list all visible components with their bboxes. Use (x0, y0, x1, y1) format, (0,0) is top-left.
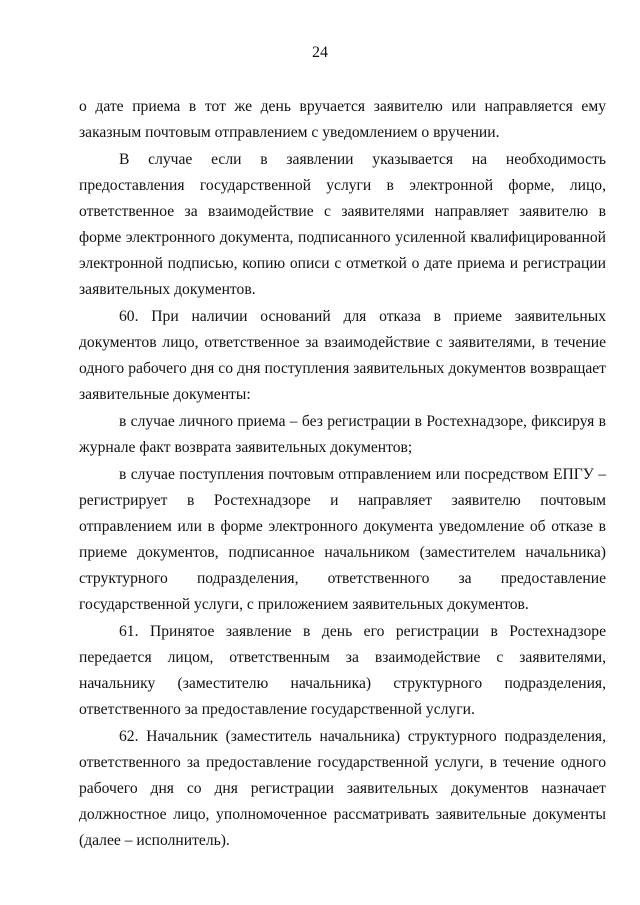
paragraph-continuation: о дате приема в тот же день вручается заявителю или направляется ему заказным почтовым отправлением с уведомлением о вручении. (79, 98, 606, 141)
paragraph-60: 60. При наличии оснований для отказа в приеме заявительных документов лицо, ответственное за взаимодействие с заявителями, в течение одного рабочего дня со дня поступления заявительных документов возвращает заявительные документы: (79, 308, 606, 403)
document-body (79, 94, 606, 855)
paragraph-postal-epgu: в случае поступления почтовым отправлением или посредством ЕПГУ – регистрирует в Ростехнадзоре и направляет заявителю почтовым отправлением или в форме электронного документа уведомление об отказе в приеме документов, подписанное начальником (заместителем начальника) структурного подразделения, ответственного за предоставление государственной услуги, с приложением заявительных документов. (79, 466, 606, 613)
page-number: 24 (312, 44, 328, 61)
paragraph-61: 61. Принятое заявление в день его регистрации в Ростехнадзоре передается лицом, ответственным за взаимодействие с заявителями, начальнику (заместителю начальника) структурного подразделения, ответственного за предоставление государственной услуги. (79, 623, 606, 718)
paragraph-electronic-form: В случае если в заявлении указывается на необходимость предоставления государственной услуги в электронной форме, лицо, ответственное за взаимодействие с заявителями направляет заявителю в форме электронного документа, подписанного усиленной квалифицированной электронной подписью, копию описи с отметкой о дате приема и регистрации заявительных документов. (79, 151, 606, 298)
paragraph-62: 62. Начальник (заместитель начальника) структурного подразделения, ответственного за предоставление государственной услуги, в течение одного рабочего дня со дня регистрации заявительных документов назначает должностное лицо, уполномоченное рассматривать заявительные документы (далее – исполнитель). (79, 728, 606, 849)
paragraph-personal-reception: в случае личного приема – без регистрации в Ростехнадзоре, фиксируя в журнале факт возврата заявительных документов; (79, 413, 606, 456)
